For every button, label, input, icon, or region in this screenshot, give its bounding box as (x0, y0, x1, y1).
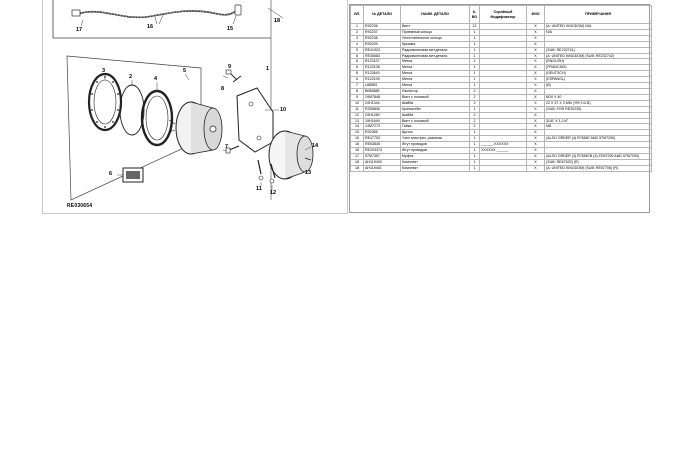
cell-part-name: Радиоволновая мет.детали (401, 47, 470, 53)
cell-part-number: RE204374 (364, 148, 401, 154)
col-header-model: 8000 (527, 6, 545, 24)
cell-part-name: Комплект (401, 159, 470, 165)
cell-notes: M8 (545, 124, 652, 130)
cell-part-number: AH119401 (364, 165, 401, 171)
cell-model-mark: X (527, 29, 545, 35)
callout-9: 9 (228, 64, 232, 70)
cell-part-name: Кронштейн (401, 106, 470, 112)
cell-model-mark: X (527, 35, 545, 41)
cell-model-mark: X (527, 124, 545, 130)
cell-notes: (DEUTSCH) (545, 71, 652, 77)
cell-illustration-no: 11 (351, 106, 364, 112)
cell-quantity: 12 (470, 24, 480, 30)
cell-illustration-no: 15 (351, 130, 364, 136)
cell-quantity: 1 (470, 77, 480, 83)
cell-part-name: Изолятор (401, 88, 470, 94)
cell-part-number: R92236 (364, 24, 401, 30)
cell-quantity: 1 (470, 142, 480, 148)
cell-quantity: 1 (470, 124, 480, 130)
cell-illustration-no: 16 (351, 142, 364, 148)
cell-quantity: 1 (470, 130, 480, 136)
bracket-shape (237, 88, 273, 152)
cell-notes: (B) (545, 83, 652, 89)
cell-part-number: 14M7273 (364, 124, 401, 130)
cell-notes: (SUB: RE232741) (545, 47, 652, 53)
cell-quantity: 1 (470, 148, 480, 154)
cell-illustration-no: 13 (351, 118, 364, 124)
callout-1: 1 (266, 66, 270, 72)
cell-quantity: 1 (470, 29, 480, 35)
callout-12: 12 (270, 190, 277, 196)
figure-id: RE030654 (67, 203, 93, 209)
connector-shape (72, 10, 80, 16)
cell-notes: (ALSO ORDER (3) R76587B (3) 57M7290 AND 57M7290) (545, 153, 652, 159)
cell-part-name: Метка (401, 65, 470, 71)
cell-illustration-no: 10 (351, 100, 364, 106)
cell-illustration-no: 9 (351, 94, 364, 100)
cover-shape (142, 91, 172, 145)
callout-4: 4 (154, 76, 158, 82)
cell-part-number: 57M7357 (364, 153, 401, 159)
cell-quantity: 1 (470, 71, 480, 77)
parts-list-table (349, 4, 650, 213)
cell-model-mark: X (527, 112, 545, 118)
exploded-parts-diagram (42, 0, 348, 214)
callout-17: 17 (76, 27, 83, 33)
cell-quantity: 2 (470, 94, 480, 100)
cell-quantity: 2 (470, 100, 480, 106)
cell-notes: (FRANCAIS) (545, 65, 652, 71)
cell-part-number: B089888 (364, 88, 401, 94)
cell-part-name: Метка (401, 71, 470, 77)
cell-part-number: AH119400 (364, 159, 401, 165)
cell-notes: (ALSO ORDER (4) R76587 AND 57M7290) (545, 136, 652, 142)
cell-model-mark: X (527, 88, 545, 94)
cell-part-number: 19H1649 (364, 118, 401, 124)
cell-part-number: R92237 (364, 29, 401, 35)
cell-model-mark: X (527, 136, 545, 142)
cell-part-number: R123108 (364, 65, 401, 71)
cell-part-number: RE63845 (364, 142, 401, 148)
cell-part-name: Винт (401, 24, 470, 30)
cell-serial-modifier: ______-XXXXXX (480, 142, 527, 148)
cell-model-mark: X (527, 59, 545, 65)
cell-notes: 22 X 37 X 3 MM (YB+1/2-B) (545, 100, 652, 106)
cell-quantity: 1 (470, 47, 480, 53)
cell-notes: M10 X 40 (545, 94, 652, 100)
cell-part-number: R123107 (364, 59, 401, 65)
cell-part-name: Шайба (401, 112, 470, 118)
o-ring-shape (120, 85, 144, 135)
cell-illustration-no: 12 (351, 112, 364, 118)
cell-model-mark: X (527, 118, 545, 124)
cell-quantity: 1 (470, 136, 480, 142)
col-header-serial-modifier: Серийный Модификатор (480, 6, 527, 24)
cell-quantity: 1 (470, 159, 480, 165)
cell-quantity: 2 (470, 118, 480, 124)
cell-illustration-no: 17 (351, 153, 364, 159)
cell-part-name: Метка (401, 59, 470, 65)
cell-part-name: Уплотнительное кольцо (401, 35, 470, 41)
cell-model-mark: X (527, 24, 545, 30)
cell-illustration-no: 7 (351, 83, 364, 89)
cell-model-mark: X (527, 153, 545, 159)
cell-illustration-no: 16 (351, 148, 364, 154)
cell-part-name: Муфта (401, 153, 470, 159)
cell-part-name: Приемный кольцо (401, 29, 470, 35)
cell-part-name: Узел электрич. разъема (401, 136, 470, 142)
cell-model-mark: X (527, 159, 545, 165)
parts-table-body (351, 24, 652, 172)
cell-model-mark: X (527, 77, 545, 83)
cell-quantity: 1 (470, 53, 480, 59)
cell-part-number: 24H1280 (364, 112, 401, 118)
callout-11: 11 (256, 186, 262, 192)
cell-illustration-no: 18 (351, 159, 364, 165)
table-row (351, 165, 652, 171)
cell-model-mark: X (527, 106, 545, 112)
cell-part-name: Шайба (401, 100, 470, 106)
cell-part-number: 19M7846 (364, 94, 401, 100)
cell-model-mark: X (527, 41, 545, 47)
cell-illustration-no: 1 (351, 24, 364, 30)
cell-quantity: 1 (470, 65, 480, 71)
callout-6: 6 (109, 171, 113, 177)
cell-illustration-no: 6 (351, 53, 364, 59)
cell-model-mark: X (527, 53, 545, 59)
cell-part-name: Гайка (401, 124, 470, 130)
cell-part-number: R92238 (364, 35, 401, 41)
col-header-part-name: НАИМ. ДЕТАЛИ (401, 6, 470, 24)
cell-illustration-no: 6 (351, 77, 364, 83)
cell-model-mark: X (527, 47, 545, 53)
plug-shape (235, 5, 241, 15)
cell-illustration-no: 16 (351, 136, 364, 142)
cell-illustration-no: 14 (351, 124, 364, 130)
diagram-drawing (43, 0, 349, 214)
cell-model-mark: X (527, 71, 545, 77)
cell-quantity: 1 (470, 106, 480, 112)
cell-part-number: R92365 (364, 130, 401, 136)
wire-harness-shape (78, 10, 238, 17)
cell-quantity: 1 (470, 153, 480, 159)
col-header-quantity: К-ВО (470, 6, 480, 24)
cell-model-mark: X (527, 100, 545, 106)
cell-illustration-no: 5 (351, 47, 364, 53)
callout-7: 7 (225, 144, 229, 150)
cell-quantity: 1 (470, 41, 480, 47)
cell-quantity: 1 (470, 35, 480, 41)
cell-part-number: L88583 (364, 83, 401, 89)
cell-part-name: Винт с головкой (401, 118, 470, 124)
cell-part-name: Метка (401, 77, 470, 83)
cell-part-number: RE30683 (364, 53, 401, 59)
cell-notes: N/A (545, 29, 652, 35)
callout-8: 8 (221, 86, 225, 92)
cell-notes: (A: UNITED KINGDOM) N/A (545, 24, 652, 30)
cell-notes: (SUB: FOR RE30239) (545, 106, 652, 112)
cell-quantity: 1 (470, 59, 480, 65)
callout-5: 5 (183, 68, 187, 74)
cell-serial-modifier (480, 165, 527, 171)
col-header-part-number: № ДЕТАЛИ (364, 6, 401, 24)
cell-notes: (ESPANOL) (545, 77, 652, 83)
callout-15: 15 (227, 26, 234, 32)
cell-model-mark: X (527, 148, 545, 154)
cell-part-number: R305808 (364, 106, 401, 112)
cell-illustration-no: 18 (351, 165, 364, 171)
callout-18: 18 (274, 18, 281, 24)
cell-illustration-no: 6 (351, 65, 364, 71)
cell-part-name: Радиоволновая мет.детали (401, 53, 470, 59)
cell-notes: (SUB: RE67520) (R) (545, 159, 652, 165)
cell-part-name: Щиток (401, 130, 470, 136)
cell-illustration-no: 2 (351, 29, 364, 35)
table-header-row (351, 6, 652, 24)
cell-part-number: R123643 (364, 71, 401, 77)
cell-part-number: R122109 (364, 77, 401, 83)
col-header-notes: ПРИМЕЧАНИЯ (545, 6, 652, 24)
cell-part-name: Комплект (401, 165, 470, 171)
callout-10: 10 (280, 107, 287, 113)
cell-quantity: 2 (470, 112, 480, 118)
cell-model-mark: X (527, 83, 545, 89)
cell-illustration-no: 6 (351, 71, 364, 77)
callout-2: 2 (129, 74, 133, 80)
cell-notes: (A: UNITED KINGDOM) (SUB: RE232742) (545, 53, 652, 59)
cell-notes: (A: UNITED KINGDOM) (SUB: RE67706) (R) (545, 165, 652, 171)
cell-illustration-no: 6 (351, 59, 364, 65)
cell-model-mark: X (527, 130, 545, 136)
cell-serial-modifier: XXXXXX-______ (480, 148, 527, 154)
cell-quantity: 1 (470, 165, 480, 171)
cell-model-mark: X (527, 94, 545, 100)
cell-illustration-no: 8 (351, 88, 364, 94)
cell-model-mark: X (527, 165, 545, 171)
cell-illustration-no: 3 (351, 35, 364, 41)
callout-14: 14 (312, 143, 319, 149)
cell-notes: 3/16" X 1-1/4" (545, 118, 652, 124)
cell-part-number: R92239 (364, 41, 401, 47)
cell-part-number: RE41923 (364, 47, 401, 53)
cell-quantity: 2 (470, 88, 480, 94)
cell-part-number: 24H1344 (364, 100, 401, 106)
cell-part-name: Крышка (401, 41, 470, 47)
cell-notes: (ENGLISH) (545, 59, 652, 65)
cell-illustration-no: 4 (351, 41, 364, 47)
cell-part-name: Метка (401, 83, 470, 89)
callout-3: 3 (102, 68, 106, 74)
callout-13: 13 (305, 170, 312, 176)
cell-part-number: RE47753 (364, 136, 401, 142)
cell-part-name: Жгут проводов (401, 148, 470, 154)
cell-model-mark: X (527, 142, 545, 148)
callout-16: 16 (147, 24, 154, 30)
cell-model-mark: X (527, 65, 545, 71)
cell-part-name: Винт с головкой (401, 94, 470, 100)
cell-part-name: Жгут проводов (401, 142, 470, 148)
cell-quantity: 1 (470, 83, 480, 89)
col-header-illustration: ИЛ. (351, 6, 364, 24)
